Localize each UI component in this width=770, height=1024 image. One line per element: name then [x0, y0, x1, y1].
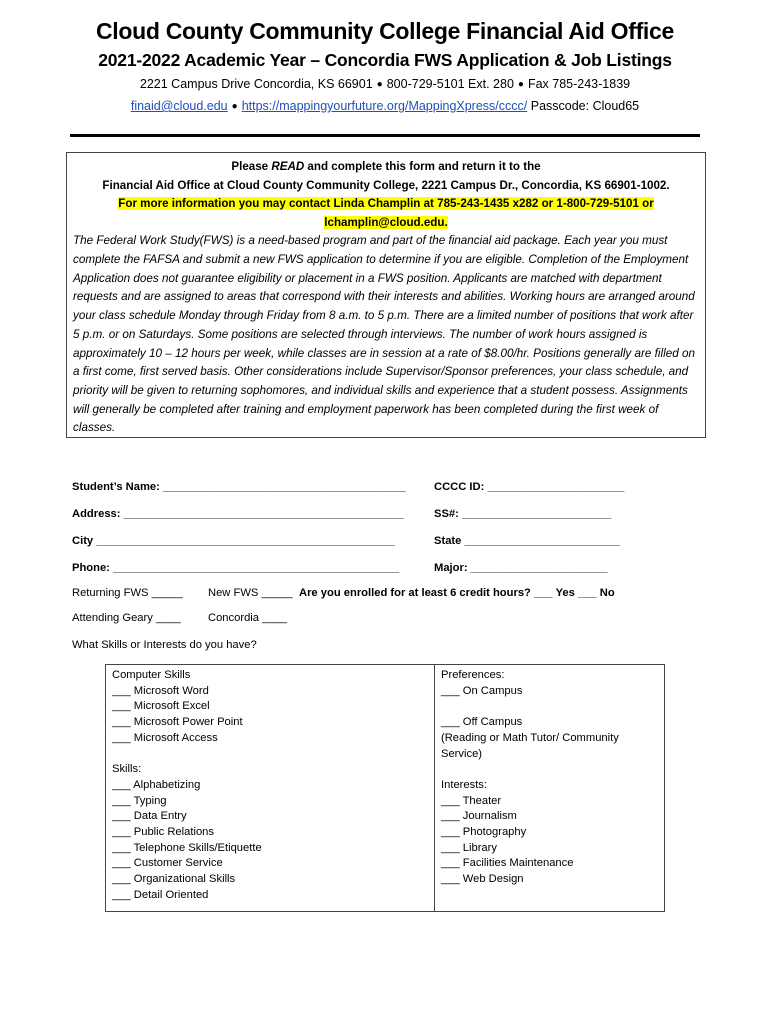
state-field[interactable]: State _________________________	[434, 535, 621, 547]
checklist-item[interactable]: ___ Off Campus	[441, 716, 523, 729]
credit-hours-question[interactable]: Are you enrolled for at least 6 credit hours? ___ Yes ___ No	[299, 587, 615, 599]
bullet-icon: ●	[517, 79, 524, 90]
office-address: 2221 Campus Drive Concordia, KS 66901	[139, 77, 373, 91]
major-field[interactable]: Major: ______________________	[434, 562, 608, 574]
checklist-item[interactable]: ___ Organizational Skills	[112, 873, 236, 886]
read-emphasis: READ	[271, 160, 305, 173]
checklist-item[interactable]: ___ Public Relations	[112, 826, 214, 839]
checklist-item[interactable]: ___ Detail Oriented	[112, 888, 209, 901]
student-name-field[interactable]: Student’s Name: _______________________________________	[72, 481, 406, 493]
checklist-item[interactable]: ___ Web Design	[441, 873, 524, 886]
checklist-item[interactable]: ___ Microsoft Access	[112, 731, 218, 744]
address-field[interactable]: Address: _____________________________________________	[72, 508, 404, 520]
links-line	[0, 99, 770, 113]
checklist-item[interactable]: ___ Microsoft Excel	[112, 700, 210, 713]
checklist-item[interactable]: ___ Microsoft Power Point	[112, 716, 243, 729]
fws-description: The Federal Work Study(FWS) is a need-based program and part of the financial aid package. Each year you must complete the FAFSA and submit a new FWS application to determine if you are eligible. Completion of the Employment Application does not guarantee eligibility or placement in a FWS position. Applicants are matched with department requests and are assigned to areas that correspond with their interests and abilities. Working hours are arranged around your class schedule Monday through Friday from 8 a.m. to 5 p.m. There are a limited number of positions that work after 5 p.m. or on Saturdays. Some positions are selected through interviews. The number of work hours assigned is approximately 10 – 12 hours per week, while classes are in session at a rate of $8.00/hr. Positions generally are filled on a first come, first served basis. Other considerations include Supervisor/Sponsor preferences, your class schedule, and priority will be given to returning sophomores, and individual skills and experience that a student possess. Assignments will generally be completed after training and employment paperwork has been completed during the first week of classes.	[73, 234, 695, 435]
page-subtitle: 2021-2022 Academic Year – Concordia FWS Application & Job Listings	[98, 50, 672, 70]
checklist-item[interactable]: ___ Data Entry	[112, 810, 187, 823]
passcode: Passcode: Cloud65	[530, 99, 640, 113]
preferences-heading: Preferences:	[441, 669, 505, 681]
city-field[interactable]: City ________________________________________________	[72, 535, 395, 547]
attending-geary-field[interactable]: Attending Geary ____	[72, 612, 181, 624]
page-title: Cloud County Community College Financial Aid Office	[95, 18, 675, 44]
skills-question: What Skills or Interests do you have?	[72, 639, 257, 651]
returning-fws-field[interactable]: Returning FWS _____	[72, 587, 183, 599]
email-link[interactable]: finaid@cloud.edu	[130, 99, 228, 113]
phone-field[interactable]: Phone: ______________________________________________	[72, 562, 400, 574]
off-campus-note: (Reading or Math Tutor/ Community	[441, 731, 619, 744]
ssn-field[interactable]: SS#: ________________________	[434, 508, 612, 520]
preferences-column	[435, 665, 664, 911]
computer-skills-heading: Computer Skills	[112, 669, 191, 681]
skills-heading: Skills:	[112, 763, 142, 776]
concordia-field[interactable]: Concordia ____	[208, 612, 287, 624]
office-phone: 800-729-5101 Ext. 280	[386, 77, 514, 91]
bullet-icon: ●	[376, 79, 383, 90]
bullet-icon: ●	[231, 101, 238, 112]
office-fax: Fax 785-243-1839	[527, 77, 631, 91]
checklist-item[interactable]: ___ Typing	[112, 794, 167, 807]
checklist-item[interactable]: ___ Library	[441, 841, 497, 854]
mapping-url-link[interactable]: https://mappingyourfuture.org/MappingXpress/cccc/	[241, 99, 528, 113]
skills-column	[106, 665, 435, 911]
checklist-item[interactable]: ___ Alphabetizing	[112, 778, 201, 791]
checklist-item[interactable]: ___ Facilities Maintenance	[441, 857, 574, 870]
checklist-item[interactable]: ___ Telephone Skills/Etiquette	[112, 841, 262, 854]
instructions-line-2: Financial Aid Office at Cloud County Community College, 2221 Campus Dr., Concordia, KS 66901-1002.	[102, 178, 670, 192]
instructions-line-1: Please READ and complete this form and return it to the	[231, 160, 541, 173]
new-fws-field[interactable]: New FWS _____	[208, 587, 293, 599]
interests-heading: Interests:	[441, 778, 488, 791]
skills-table	[105, 664, 665, 912]
checklist-item[interactable]: ___ Customer Service	[112, 857, 223, 870]
instructions-box	[66, 152, 706, 438]
cccc-id-field[interactable]: CCCC ID: ______________________	[434, 481, 625, 493]
checklist-item[interactable]: ___ Microsoft Word	[112, 684, 209, 697]
contact-highlight: For more information you may contact Linda Champlin at 785-243-1435 x282 or 1-800-729-5101 or lchamplin@cloud.edu.	[118, 197, 654, 229]
contact-line	[0, 77, 770, 91]
off-campus-note: Service)	[441, 747, 483, 760]
checklist-item[interactable]: ___ On Campus	[441, 684, 523, 697]
header-divider	[70, 134, 700, 137]
checklist-item[interactable]: ___ Journalism	[441, 810, 517, 823]
checklist-item[interactable]: ___ Photography	[441, 826, 527, 838]
checklist-item[interactable]: ___ Theater	[441, 794, 502, 807]
